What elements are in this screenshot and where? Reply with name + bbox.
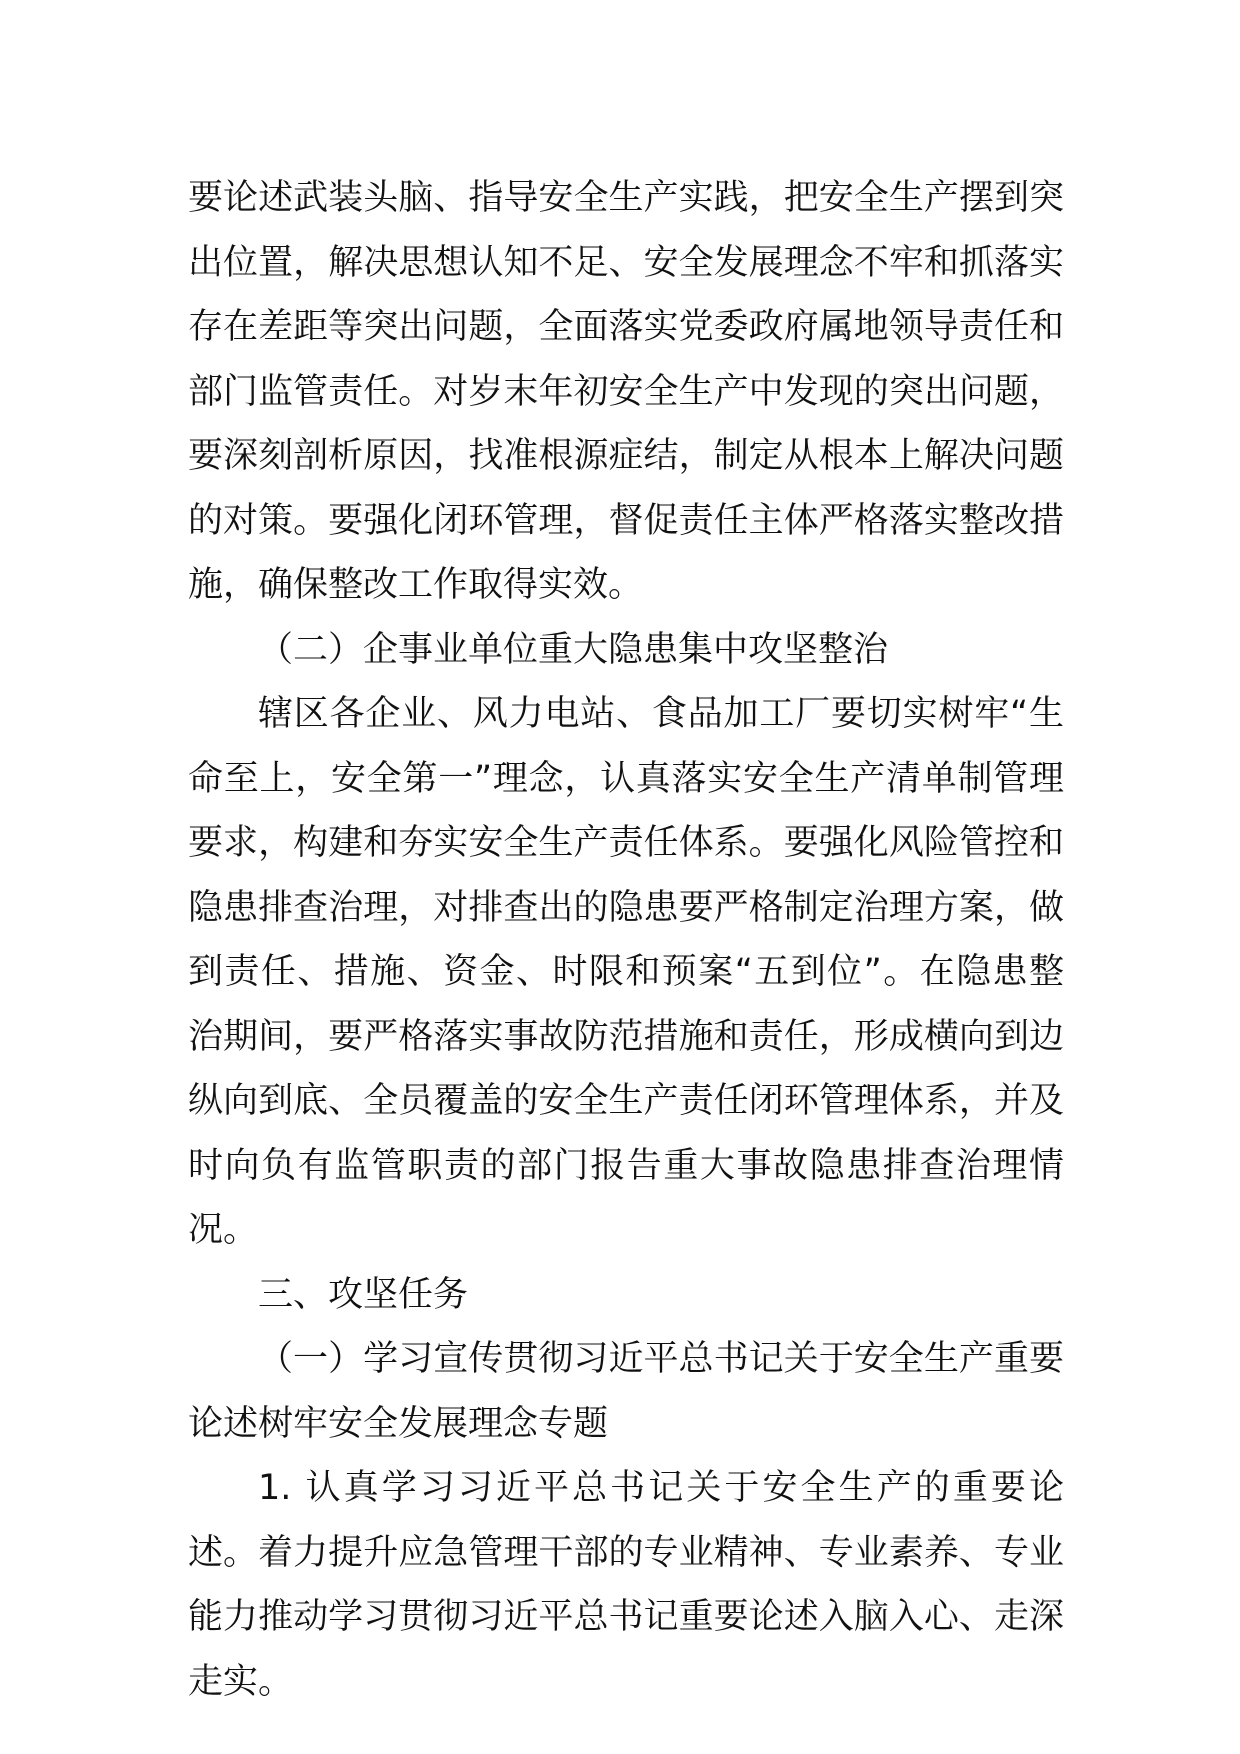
section-heading-study-topic: （一）学习宣传贯彻习近平总书记关于安全生产重要论述树牢安全发展理念专题 [188,1339,1064,1444]
section-heading-tasks: 三、攻坚任务 [258,1274,469,1315]
document-body [188,166,1064,1714]
section-heading-enterprise-hazard-rectification: （二）企事业单位重大隐患集中攻坚整治 [258,629,889,670]
paragraph-item-1: 1. 认真学习习近平总书记关于安全生产的重要论述。着力提升应急管理干部的专业精神、专业素养、专业能力推动学习贯彻习近平总书记重要论述入脑入心、走深走实。 [188,1468,1064,1702]
paragraph-continuation: 要论述武装头脑、指导安全生产实践，把安全生产摆到突出位置，解决思想认知不足、安全发展理念不牢和抓落实存在差距等突出问题，全面落实党委政府属地领导责任和部门监管责任。对岁末年初安全生产中发现的突出问题，要深刻剖析原因，找准根源症结，制定从根本上解决问题的对策。要强化闭环管理，督促责任主体严格落实整改措施，确保整改工作取得实效。 [188,178,1064,605]
paragraph-enterprise-responsibility: 辖区各企业、风力电站、食品加工厂要切实树牢“生命至上，安全第一”理念，认真落实安全生产清单制管理要求，构建和夯实安全生产责任体系。要强化风险管控和隐患排查治理，对排查出的隐患要严格制定治理方案，做到责任、措施、资金、时限和预案“五到位”。在隐患整治期间，要严格落实事故防范措施和责任，形成横向到边纵向到底、全员覆盖的安全生产责任闭环管理体系，并及时向负有监管职责的部门报告重大事故隐患排查治理情况。 [188,694,1064,1250]
